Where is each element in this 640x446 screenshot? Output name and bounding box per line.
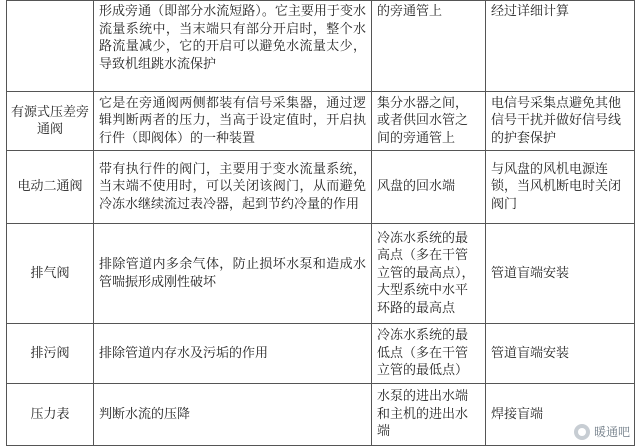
row-function-cell: 排除管道内存水及污垢的作用 [94,324,372,384]
row-location-cell: 风盘的回水端 [372,151,486,224]
row-location-cell: 水泵的进出水端和主机的进出水端 [372,384,486,446]
row-name-cell [7,1,94,92]
row-note-cell: 与风盘的风机电源连锁，当风机断电时关闭阀门 [486,151,635,224]
table-row [7,92,635,151]
table-row [7,324,635,384]
row-function-cell: 带有执行件的阀门，主要用于变水流量系统，当末端不使用时，可以关闭该阀门，从而避免冷冻水继续流过表冷器，起到节约冷量的作用 [94,151,372,224]
row-function-cell: 判断水流的压降 [94,384,372,446]
row-location-cell: 集分水器之间，或者供回水管之间的旁通管上 [372,92,486,151]
row-function-cell: 形成旁通（即部分水流短路）。它主要用于变水流量系统中，当末端只有部分开启时，整个水路流量减少，它的开启可以避免水流量太少，导致机组跳水流保护 [94,1,372,92]
table-row [7,1,635,92]
row-note-cell: 经过详细计算 [486,1,635,92]
row-location-cell: 的旁通管上 [372,1,486,92]
row-name-cell: 电动二通阀 [7,151,94,224]
row-note-cell: 焊接盲端 [486,384,635,446]
row-function-cell: 排除管道内多余气体，防止损坏水泵和造成水管喘振形成刚性破坏 [94,224,372,324]
row-note-cell: 管道盲端安装 [486,224,635,324]
row-function-cell: 它是在旁通阀两侧都装有信号采集器，通过逻辑判断两者的压力，当高于设定值时，开启执行件（即阀体）的一种装置 [94,92,372,151]
watermark-text: 暖通吧 [593,425,630,439]
row-name-cell: 排污阀 [7,324,94,384]
row-location-cell: 冷冻水系统的最高点（多在干管立管的最高点），大型系统中水平环路的最高点 [372,224,486,324]
table-row [7,151,635,224]
row-note-cell: 电信号采集点避免其他信号干扰并做好信号线的护套保护 [486,92,635,151]
row-name-cell: 压力表 [7,384,94,446]
row-name-cell: 排气阀 [7,224,94,324]
table-row [7,224,635,324]
row-name-cell: 有源式压差旁通阀 [7,92,94,151]
watermark [574,423,630,440]
row-location-cell: 冷冻水系统的最低点（多在干管立管的最低点） [372,324,486,384]
wechat-logo-icon [574,424,590,440]
table-row [7,384,635,446]
row-note-cell: 管道盲端安装 [486,324,635,384]
valve-table [6,0,635,446]
